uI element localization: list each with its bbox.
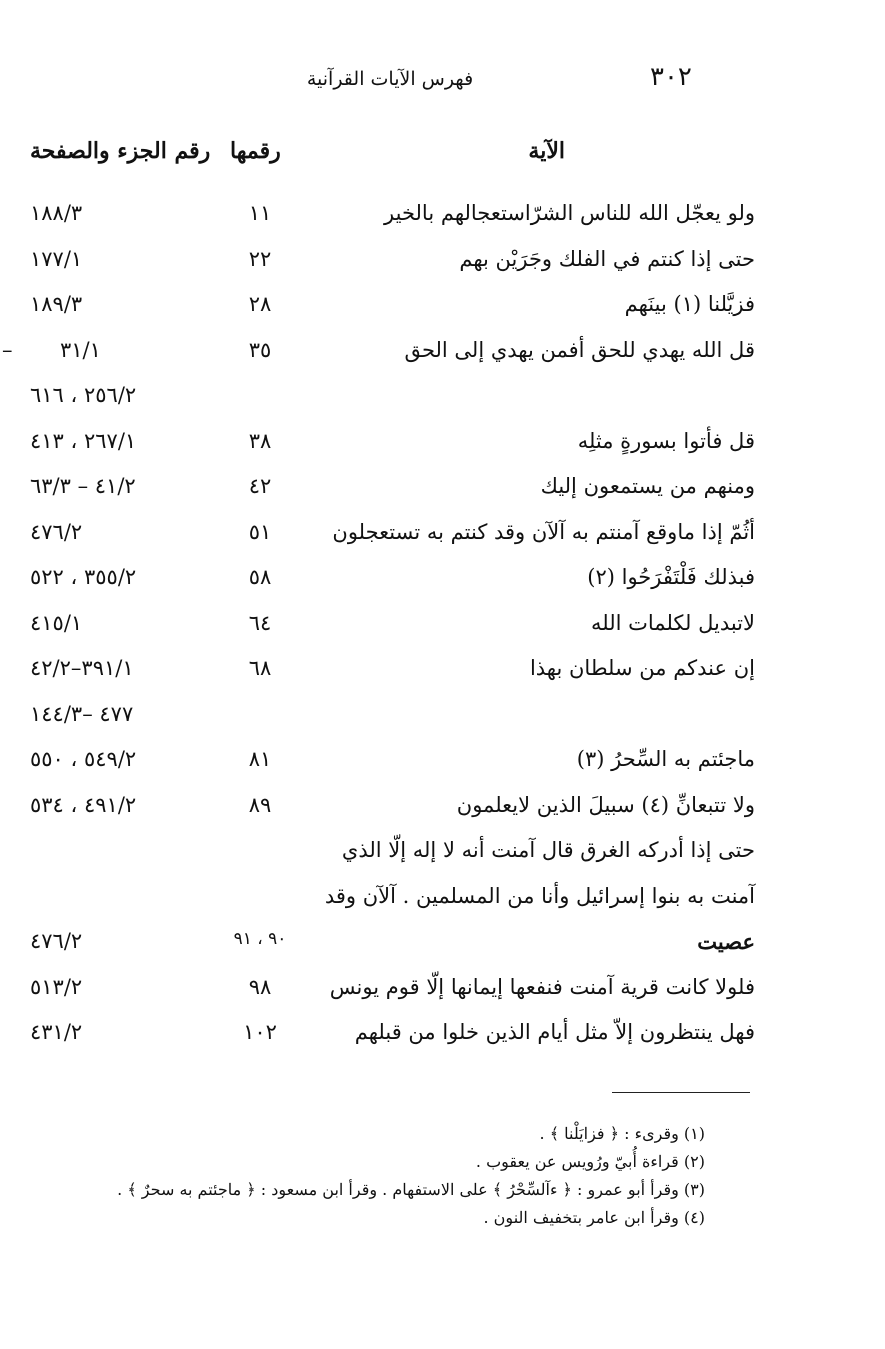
footnote-1: (١) وقرىء : ﴿ فزايَلْنا ﴾ . bbox=[539, 1124, 705, 1143]
verse-text: فزيَّلنا (١) بينَهم bbox=[624, 292, 755, 316]
table-row bbox=[30, 878, 755, 924]
verse-number: ٥١ bbox=[248, 519, 272, 544]
verse-number: ٤٢ bbox=[248, 474, 272, 498]
table-row bbox=[30, 605, 755, 651]
volume-page-reference: ٤٧٦/٢ bbox=[30, 929, 83, 953]
table-row bbox=[30, 650, 755, 696]
volume-page-reference: ٤٩١/٢ ، ٥٣٤ bbox=[30, 792, 137, 817]
volume-page-reference: ٢٦٧/١ ، ٤١٣ bbox=[30, 428, 137, 453]
verse-number: ٩٨ bbox=[248, 974, 272, 999]
verse-text: حتى إذا كنتم في الفلك وجَرَيْن بهم bbox=[459, 246, 755, 271]
running-title: فهرس الآيات القرآنية bbox=[306, 68, 474, 90]
volume-page-reference: ١٨٨/٣ bbox=[30, 201, 83, 225]
footnote-separator bbox=[612, 1092, 750, 1093]
verse-text: أثُمّ إذا ماوقع آمنتم به آلآن وقد كنتم به تستعجلون bbox=[332, 519, 755, 544]
footnote-4: (٤) وقرأ ابن عامر بتخفيف النون . bbox=[483, 1208, 705, 1227]
footnotes bbox=[50, 1124, 705, 1236]
footnote-3: (٣) وقرأ أبو عمرو : ﴿ ءآلسِّحْرُ ﴾ على الاستفهام . وقرأ ابن مسعود : ﴿ ماجئتم به سحرٌ ﴾ . bbox=[117, 1180, 705, 1199]
verse-text: فلولا كانت قرية آمنت فنفعها إيمانها إلّا قوم يونس bbox=[329, 974, 755, 999]
table-row bbox=[30, 286, 755, 332]
verse-number: ٦٨ bbox=[248, 656, 272, 680]
table-row bbox=[30, 696, 755, 742]
verse-text: لاتبديل لكلمات الله bbox=[591, 610, 755, 635]
volume-page-reference: ٤١٥/١ bbox=[30, 610, 83, 635]
table-row bbox=[30, 195, 755, 241]
verse-number: ١٠٢ bbox=[243, 1020, 277, 1044]
volume-page-reference: ٢٥٦/٢ ، ٦١٦ bbox=[30, 383, 137, 407]
volume-page-reference: ٣٥٥/٢ ، ٥٢٢ bbox=[30, 565, 137, 589]
volume-page-reference: ٥١٣/٢ bbox=[30, 974, 83, 999]
verse-text: ولو يعجّل الله للناس الشرّاستعجالهم بالخير bbox=[384, 201, 755, 225]
volume-page-reference: ٣٩١/١–٤٢/٢ bbox=[30, 656, 134, 680]
verse-text: ماجئتم به السِّحرُ (٣) bbox=[576, 747, 755, 771]
verse-text: قل فأتوا بسورةٍ مثلِه bbox=[577, 428, 755, 453]
verse-number: ٣٥ bbox=[248, 337, 272, 362]
volume-page-reference: ٤٧٧ –١٤٤/٣ bbox=[30, 701, 134, 726]
verse-number: ٢٢ bbox=[248, 246, 272, 271]
verse-text: قل الله يهدي للحق أفمن يهدي إلى الحق bbox=[404, 337, 755, 362]
verse-number: ٨٩ bbox=[248, 792, 272, 817]
verse-text: فهل ينتظرون إلاّ مثل أيام الذين خلوا من قبلهم bbox=[354, 1020, 755, 1044]
table-row bbox=[30, 832, 755, 878]
volume-page-reference: ٤٣١/٢ bbox=[30, 1020, 83, 1044]
verse-number: ١١ bbox=[248, 201, 272, 225]
verse-number: ٩٠ ، ٩١ bbox=[233, 929, 287, 949]
column-header-verse-number: رقمها bbox=[230, 138, 281, 164]
volume-page-reference: ٤١/٢ – ٦٣/٣ bbox=[30, 474, 136, 498]
verse-text: ومنهم من يستمعون إليك bbox=[540, 474, 755, 498]
verse-number: ٣٨ bbox=[248, 428, 272, 453]
table-row bbox=[30, 1014, 755, 1060]
verse-text: فبذلك فَلْتَفْرَحُوا (٢) bbox=[587, 565, 755, 589]
table-row bbox=[30, 741, 755, 787]
volume-page-reference: ٤٧٦/٢ bbox=[30, 519, 83, 544]
verse-index-table bbox=[2, 195, 755, 1060]
verse-number: ٢٨ bbox=[248, 292, 272, 316]
page-number: ٣٠٢ bbox=[650, 62, 692, 92]
column-header-verse: الآية bbox=[528, 138, 565, 164]
table-row bbox=[2, 332, 755, 378]
verse-text: عصيت bbox=[697, 929, 755, 954]
verse-number: ٦٤ bbox=[248, 610, 272, 635]
volume-page-reference: ١٧٧/١ bbox=[30, 246, 83, 271]
verse-text: حتى إذا أدركه الغرق قال آمنت أنه لا إله إلّا الذي bbox=[341, 838, 755, 862]
volume-page-reference: ٣١/١ bbox=[60, 337, 101, 362]
verse-text: إن عندكم من سلطان بهذا bbox=[529, 656, 755, 680]
table-row bbox=[30, 559, 755, 605]
table-row bbox=[30, 923, 755, 969]
table-row bbox=[30, 241, 755, 287]
table-row bbox=[30, 423, 755, 469]
table-row bbox=[30, 969, 755, 1015]
verse-text: آمنت به بنوا إسرائيل وأنا من المسلمين . آلآن وقد bbox=[324, 883, 755, 908]
continuation-dash: – bbox=[2, 337, 13, 362]
verse-text: ولا تتبعانِّ (٤) سبيلَ الذين لايعلمون bbox=[456, 792, 755, 817]
verse-number: ٨١ bbox=[248, 747, 272, 771]
table-row bbox=[30, 787, 755, 833]
footnote-2: (٢) قراءة أُبيّ ورُويس عن يعقوب . bbox=[475, 1152, 705, 1171]
table-row bbox=[30, 514, 755, 560]
index-table-header bbox=[30, 138, 755, 178]
table-row bbox=[30, 468, 755, 514]
column-header-volume-page: رقم الجزء والصفحة bbox=[30, 138, 211, 164]
volume-page-reference: ١٨٩/٣ bbox=[30, 292, 83, 316]
volume-page-reference: ٥٤٩/٢ ، ٥٥٠ bbox=[30, 747, 137, 771]
table-row bbox=[30, 377, 755, 423]
verse-number: ٥٨ bbox=[248, 565, 272, 589]
